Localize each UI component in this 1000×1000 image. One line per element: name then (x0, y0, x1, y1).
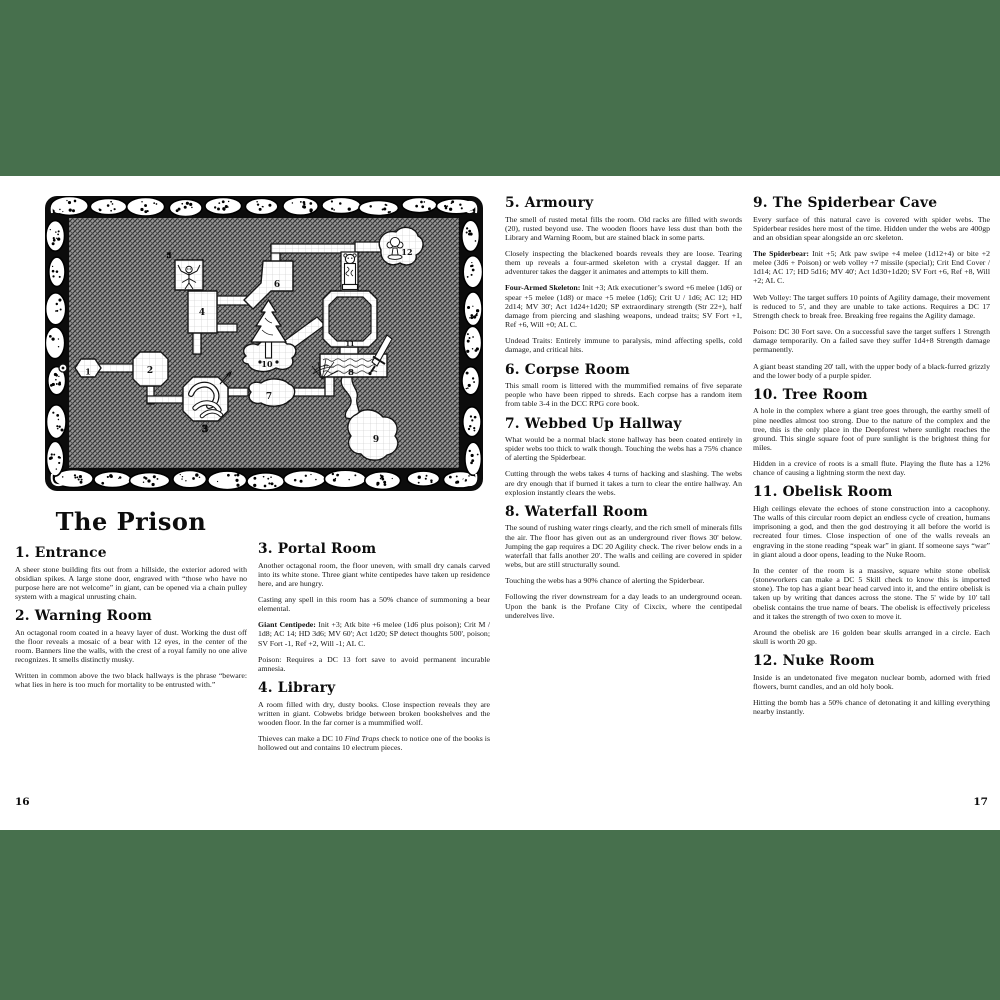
column-3-sections (505, 195, 742, 620)
paragraph: Undead Traits: Entirely immune to paralysis, mind affecting spells, cold damage, and critical hits. (505, 336, 742, 355)
border-stone (462, 367, 480, 395)
paragraph: Following the river downstream for a day leads to an underground ocean. Upon the bank is the Profane City of Cixcix, where the centipedal underelves live. (505, 592, 742, 620)
border-stone (359, 200, 399, 215)
paragraph: Cutting through the webs takes 4 turns of hacking and slashing. The webs are dry enough that if burned it takes a turn to clear the entire hallway. An explosion instantly clears the webs. (505, 469, 742, 497)
page-number-16: 16 (15, 796, 30, 808)
page-16 (0, 176, 500, 830)
room-label-6: 6 (273, 280, 281, 290)
border-stone (324, 470, 366, 488)
room-label-11: 11 (345, 340, 355, 348)
paragraph: What would be a normal black stone hallway has been coated entirely in spider webs too thick to walk though. Touching the webs has a 75% chance of alerting the Spiderbear. (505, 435, 742, 463)
border-stone (245, 198, 278, 214)
book-spread (0, 176, 1000, 830)
border-stone (205, 197, 242, 214)
section-heading-2: 2. Warning Room (15, 608, 152, 625)
column-1 (15, 502, 247, 697)
paragraph: Giant Centipede: Init +3; Atk bite +6 melee (1d6 plus poison); Crit M / 1d8; AC 14; HD 3d6; MV 60'; Act 1d20; SP detect thoughts 500', poison; SV Fort -1, Ref +2, Will -1; AL C. (258, 620, 490, 648)
section-heading-4: 4. Library (258, 680, 336, 697)
paragraph: The smell of rusted metal fills the room. Old racks are filled with swords (20), rusted beyond use. The wooden floors have less dust than both the Library and Warning Room, but are stained black in some parts. (505, 214, 742, 242)
left-page-columns (15, 502, 490, 759)
border-stone (462, 220, 480, 251)
paragraph: High ceilings elevate the echoes of stone construction into a cacophony. The walls of this circular room depict an endless cycle of creation, humans imprisoning a god, and then the god destroying it all before the world is recreated four times. Close inspection of one of the walls reveals an engraving in the stone reading “speak war” in giant. If someone says “war” in giant aloud a door opens, leading to the Nuke Room. (753, 503, 990, 559)
section-heading-9: 9. The Spiderbear Cave (753, 195, 938, 211)
dungeon-map-svg (45, 196, 483, 492)
paragraph: Poison: Requires a DC 13 fort save to avoid permanent incurable amnesia. (258, 654, 490, 673)
border-stone (208, 471, 247, 490)
border-stone (283, 197, 318, 215)
column-2 (258, 502, 490, 759)
room-label-7: 7 (265, 392, 273, 402)
page-title: The Prison (55, 507, 207, 536)
room-label-1: 1 (85, 366, 91, 377)
right-page-columns (505, 195, 990, 723)
paragraph: Another octagonal room, the floor uneven, with small dry canals carved into its white stone. Three giant white centipedes have taken up residence here, and are hungry. (258, 560, 490, 588)
paragraph: Thieves can make a DC 10 Find Traps check to notice one of the books is hollowed out and contains 10 electrum pieces. (258, 734, 491, 753)
paragraph: Poison: DC 30 Fort save. On a successful save the target suffers 1 Strength damage temporarily. On a failed save they suffer 1d4+8 Strength damage permanently. (753, 327, 990, 355)
border-stone (407, 471, 439, 486)
room-label-10: 10 (261, 359, 273, 369)
door-icon (59, 364, 67, 372)
border-stone (284, 471, 326, 489)
section-heading-1: 1. Entrance (15, 545, 107, 561)
room-label-5: 5 (166, 251, 172, 260)
border-stone (47, 405, 67, 439)
border-stone (464, 292, 482, 326)
border-stone (45, 327, 64, 359)
section-heading-3: 3. Portal Room (258, 541, 377, 557)
border-stone (173, 470, 207, 487)
paragraph: In the center of the room is a massive, square white stone obelisk (stoneworkers can make a DC 5 Skill check to know this is imported stone). The top has a giant bear head carved into it, and the entire obelisk is taken up by writing that dances across the stone. The 5' wide by 10' tall obelisk contains the true name of bears. The obelisk is effectively priceless and it takes the strength of two oxen to move it. (753, 565, 990, 621)
paragraph: Hitting the bomb has a 50% chance of detonating it and killing everything nearby instantly. (753, 697, 990, 717)
border-stone (402, 197, 437, 212)
border-stone (247, 473, 284, 490)
paragraph: A room filled with dry, dusty books. Close inspection reveals they are written in giant. Cobwebs bridge between broken bookshelves and the wooden floor. In the far corner is a mummified wolf. (258, 699, 490, 727)
paragraph: An octagonal room coated in a heavy layer of dust. Working the dust off the floor reveals a mosaic of a bear with 12 eyes, in the center of the room. Banners line the walls, with the crest of a royal family no one alive recognizes. It smells distinctly musky. (15, 627, 247, 665)
column-2-sections (258, 541, 490, 752)
border-stone (365, 472, 401, 490)
border-stone (465, 442, 481, 475)
paragraph: Inside is an undetonated five megaton nuclear bomb, adorned with fried flowers, burnt candles, and an old holy book. (753, 672, 990, 691)
section-heading-8: 8. Waterfall Room (505, 503, 648, 520)
room-11-core (329, 297, 371, 341)
paragraph: Written in common above the two black hallways is the phrase “beware: what lies in here is too much for mortality to be entrusted with.” (15, 671, 247, 690)
paragraph: A hole in the complex where a giant tree goes through, the earthy smell of pine needles almost too strong. Due to the nature of the complex and the tree, this is the only place in the Deepforest where sunlight reaches the ground. This single square foot of pure sunlight is the brightest thing for miles. (753, 406, 990, 452)
room-label-3: 3 (201, 425, 209, 435)
room-label-2: 2 (146, 366, 154, 376)
paragraph: The Spiderbear: Init +5; Atk paw swipe +4 melee (1d12+4) or bite +2 melee (3d6 + Poison) or web volley +7 missile (special); Crit End Cover / 1d14; AC 17; HD 5d16; MV 40'; Act 1d30+1d20; SV Fort +6, Ref +8, Will +2; AL C. (753, 248, 990, 286)
paragraph: Web Volley: The target suffers 10 points of Agility damage, their movement is reduced to 5', and they are unable to take actions. Requires a DC 17 Strength check to break free. Breaking free regains the Agility damage. (753, 292, 990, 320)
page-17 (500, 176, 1000, 830)
paragraph: The sound of rushing water rings clearly, and the rich smell of minerals fills the air. The floor has given out as an underground river flows 30' below. Jumping the gap requires a DC 20 Agility check. The river below ends in a waterfall that falls another 20'. The walls and ceiling are covered in spider webs, but are still structurally sound. (505, 523, 742, 570)
border-stone (46, 293, 66, 325)
column-1-sections (15, 545, 247, 690)
border-stone (464, 326, 482, 359)
room-label-4: 4 (198, 308, 206, 318)
section-heading-5: 5. Armoury (505, 195, 594, 211)
border-stone (46, 221, 65, 252)
dungeon-map (45, 196, 483, 492)
section-heading-6: 6. Corpse Room (505, 361, 630, 378)
paragraph: A giant beast standing 20' tall, with the upper body of a black-furred grizzly and the lower body of a purple spider. (753, 361, 990, 380)
room-label-8: 8 (348, 368, 354, 378)
paragraph: Hidden in a crevice of roots is a small flute. Playing the flute has a 12% chance of causing a lightning storm the next day. (753, 459, 990, 478)
paragraph: Around the obelisk are 16 golden bear skulls arranged in a circle. Each skull is worth 20 gp. (753, 627, 990, 646)
paragraph: Casting any spell in this room has a 50% chance of summoning a bear elemental. (258, 594, 490, 614)
border-stone (322, 197, 361, 213)
paragraph: Touching the webs has a 90% chance of alerting the Spiderbear. (505, 576, 705, 586)
paragraph: Closely inspecting the blackened boards reveals they are loose. Tearing them up reveals a four-armed skeleton with a crystal dagger. If an adventurer takes the dagger it animates and attempts to kill them. (505, 248, 742, 277)
border-stone (463, 407, 481, 437)
column-4-sections (753, 195, 990, 716)
room-label-12: 12 (401, 247, 413, 257)
section-heading-10: 10. Tree Room (753, 386, 868, 403)
page-number-17: 17 (973, 796, 988, 808)
section-heading-7: 7. Webbed Up Hallway (505, 415, 682, 432)
paragraph: This small room is littered with the mummified remains of five separate people who have been ripped to shreds. Each corpse has a random item from table 3-4 in the DCC RPG core book. (505, 381, 742, 409)
paragraph: Every surface of this natural cave is covered with spider webs. The Spiderbear resides here most of the time. Hidden under the webs are 400gp and an obsidian spear alongside an orc skeleton. (753, 214, 990, 242)
border-stone (463, 256, 482, 288)
paragraph: A sheer stone building fits out from a hillside, the exterior adored with obsidian spikes. A large stone door, engraved with “those who have no purpose here are not welcome” in giant, can be opened via a chain pulley system with a magical unrusting chain. (15, 564, 247, 601)
border-stone (94, 472, 131, 488)
section-heading-11: 11. Obelisk Room (753, 484, 893, 501)
paragraph: Four-Armed Skeleton: Init +3; Atk executioner’s sword +6 melee (1d6) or spear +5 melee (1d8) or mace +5 melee (1d6); Crit U / 1d6; AC 12; HD 2d14; MV 30'; Act 1d24+1d20; SP extraordinary strength (Str 22+), half damage from piercing and slashing weapons, undead traits; SV Fort +1, Ref +6, Will +0; AL C. (505, 283, 742, 330)
section-heading-12: 12. Nuke Room (753, 653, 875, 670)
column-4 (753, 195, 990, 723)
room-label-9: 9 (372, 435, 380, 445)
column-3 (505, 195, 742, 627)
